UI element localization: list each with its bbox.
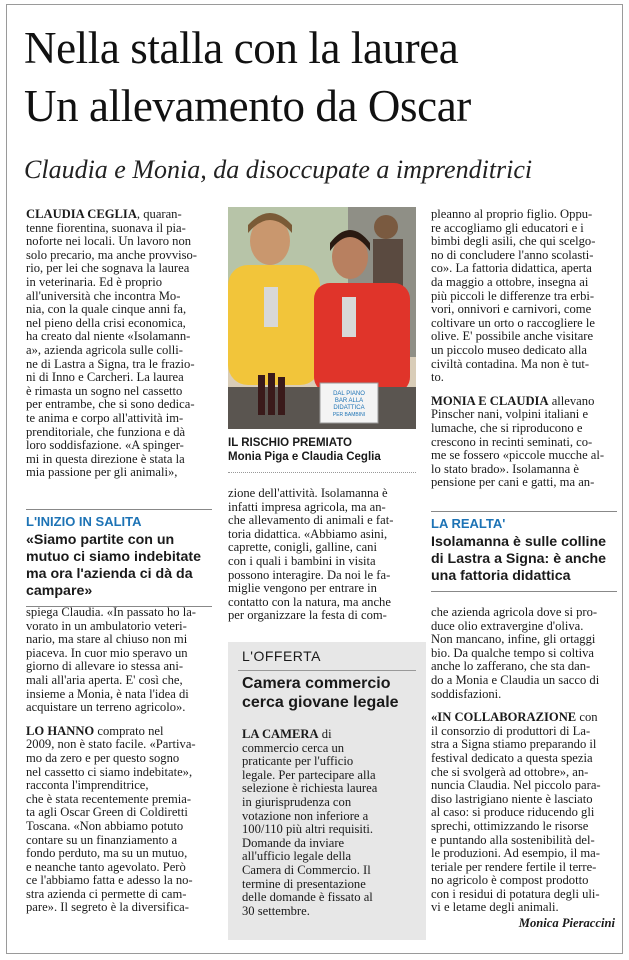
callout-quote: «Siamo partite con un mutuo ci siamo indebitate ma ora l'azienda ci dà da campare» [26,532,202,599]
column-1-part-a: CLAUDIA CEGLIA, quaran- tenne fiorentina, suonava il pia- noforte nei locali. Un lavoro non solo precario, ma anche provviso- rio, per lei che sognava la laurea in veterinaria. Ed è proprio all'università che incontra Mo- nia, con la quale cinque anni fa, nel pieno della crisi economica, ha creato dal niente «Isolamann- a», azienda agricola sulle colli- ne di Lastra a Signa, tra le frazio- ni di Inno e Carcheri. La laurea è rimasta un sogno nel cassetto per entrambe, che si sono dedica- te anima e corpo all'attività im- prenditoriale, che funziona e dà loro soddisfazione. «A spinger- mi in questa direzione è stata la mia passione per gli animali», [26,208,198,480]
callout-kicker: LA REALTA' [431,516,506,531]
callout-rule [26,509,212,510]
headline-line-2: Un allevamento da Oscar [24,81,471,131]
offerta-rule [238,670,416,671]
column-3-part-b: che azienda agricola dove si pro- duce olio extravergine d'oliva. Non mancano, infine, gli ortaggi bio. Da qualche tempo si coltiva anche lo zafferano, che sta dan- do a Monia e Claudia un sacco di soddisfazioni. «IN COLLABORAZIONE con il consorzio di produttori di La- stra a Signa stiamo preparando il festival dedicato a questa spezia che si svolgerà ad ottobre», an- nuncia Claudia. Nel piccolo para- diso lastrigiano niente è lasciato al caso: si produce riducendo gli sprechi, ottimizzando le risorse e puntando alla sostenibilità del- le produzioni. Ad esempio, il ma- teriale per rendere fertile il terre- no agricolo è compost prodotto con i residui di potatura degli uli- vi e letame degli animali. Monica Pieraccini [431,606,615,931]
photo-sign-text-2: BAR ALLA [334,398,364,404]
photo-bottle-1 [258,375,265,415]
callout-kicker: L'INIZIO IN SALITA [26,514,142,529]
lead-lo-hanno: LO HANNO [26,723,95,738]
caption-title: IL RISCHIO PREMIATO [228,437,352,449]
lead-name-claudia: CLAUDIA CEGLIA [26,208,137,221]
photo-sign-text-1: DAL PIANO [333,391,365,397]
author-signature: Monica Pieraccini [518,916,615,931]
photo-bottle-2 [268,373,275,415]
callout-inizio-in-salita [26,509,212,607]
photo-illustration [228,207,416,429]
column-3-part-a: pleanno al proprio figlio. Oppu- re accogliamo gli educatori e i bimbi degli asili, che qui scelgo- no di concludere l'anno scolasti- co». La fattoria didattica, aperta da maggio a ottobre, insegna ai più piccoli le differenze tra erbi- vori, onnivori e carnivori, come coltivare un orto o raccogliere le olive. E' possibile anche visitare un piccolo museo dedicato alla civiltà contadina. Ma non è tut- to. MONIA E CLAUDIA allevano Pinscher nani, volpini italiani e lumache, che si riproducono e crescono in recinti seminati, co- me se fossero «piccole mucche al- lo stato brado». Isolamanna è pensione per cani e gatti, ma an- [431,208,605,490]
headline-line-1: Nella stalla con la laurea [24,23,459,73]
callout-rule [431,511,617,512]
column-1-part-b: spiega Claudia. «In passato ho la- vorato in un ambulatorio veteri- nario, ma stare al chiuso non mi piaceva. In cuor mio speravo un giorno di allevare io stessa ani- mali all'aria aperta. E' così che, insieme a Monia, è nata l'idea di acquistare un terreno agricolo». LO HANNO comprato nel 2009, non è stato facile. «Partiva- mo da zero e per questo sogno nel cassetto ci siamo indebitate», racconta l'imprenditrice, che è stata recentemente premia- ta agli Oscar Green di Coldiretti Toscana. «Non abbiamo potuto contare su un finanziamento a fondo perduto, ma su un mutuo, e neanche tanto agevolato. Però ce l'abbiamo fatta e adesso la no- stra azienda ci permette di cam- pare». Il segreto è la diversifica- [26,606,196,915]
callout-quote: Isolamanna è sulle colline di Lastra a Signa: è anche una fattoria didattica [431,534,607,584]
photo-bottle-3 [278,377,285,415]
caption-separator [228,472,416,473]
photo-woman-right-shirt [314,283,410,393]
callout-la-realta [431,511,617,592]
photo-caption [228,436,428,464]
photo-sign-text-4: PER BAMBINI [332,412,366,418]
photo-badge-left [264,287,278,327]
photo-head-background [374,215,398,239]
photo-badge-right [342,297,356,337]
article-photo [228,207,416,429]
column-2: zione dell'attività. Isolamanna è infatti impresa agricola, ma an- che allevamento di animali e fat- toria didattica. «Abbiamo asini, caprette, conigli, galline, cani con i quali i bambini in visita possono interagire. Da noi le fa- miglie vengono per entrare in contatto con la natura, ma anche per organizzare la festa di com- [228,487,394,623]
caption-names: Monia Piga e Claudia Ceglia [228,451,381,463]
lead-in-collaborazione: «IN COLLABORAZIONE [431,710,577,725]
callout-rule-bottom [431,591,617,592]
offerta-title: Camera commercio cerca giovane legale [242,675,399,711]
offerta-box [228,642,426,940]
lead-monia-e-claudia: MONIA E CLAUDIA [431,393,549,408]
photo-sign-text-3: DIDATTICA [333,405,365,411]
offerta-lead: LA CAMERA [242,727,319,741]
offerta-body: LA CAMERA di commercio cerca un praticante per l'ufficio legale. Per partecipare alla selezione è richiesta laurea in giurisprudenza con votazione non inferiore a 100/110 più altri requisiti. Domande da inviare all'ufficio legale della Camera di Commercio. Il termine di presentazione delle domande è fissato al 30 settembre. [242,727,378,918]
offerta-label: L'OFFERTA [242,648,321,664]
subheadline: Claudia e Monia, da disoccupate a imprenditrici [24,155,533,184]
